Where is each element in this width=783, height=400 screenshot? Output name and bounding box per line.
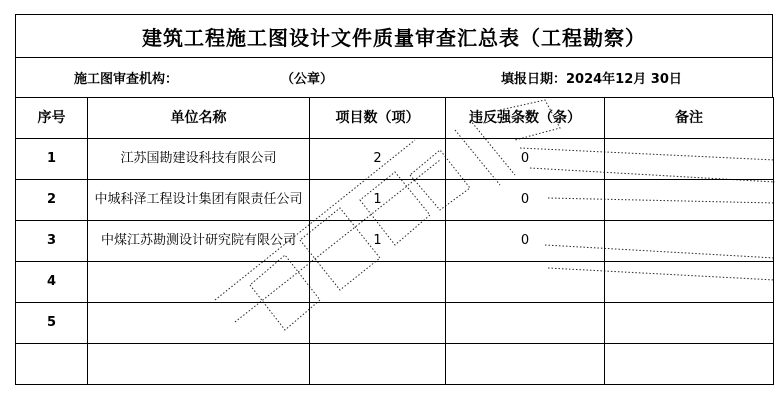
row-project-count — [310, 344, 446, 385]
row-note — [605, 139, 774, 180]
header-unit-name: 单位名称 — [88, 98, 310, 139]
row-violation-count: 0 — [446, 221, 605, 262]
table-row — [16, 139, 774, 180]
row-no: 1 — [16, 139, 88, 180]
row-unit-name — [88, 262, 310, 303]
row-no: 2 — [16, 180, 88, 221]
info-row — [15, 57, 773, 97]
row-note — [605, 303, 774, 344]
table-row — [16, 262, 774, 303]
summary-table — [15, 97, 774, 385]
title-box — [15, 14, 773, 58]
row-no: 3 — [16, 221, 88, 262]
table-row — [16, 303, 774, 344]
header-project-count: 项目数（项） — [310, 98, 446, 139]
header-note: 备注 — [605, 98, 774, 139]
row-unit-name — [88, 344, 310, 385]
header-no: 序号 — [16, 98, 88, 139]
row-violation-count — [446, 303, 605, 344]
row-note — [605, 180, 774, 221]
row-note — [605, 262, 774, 303]
page-title: 建筑工程施工图设计文件质量审查汇总表（工程勘察） — [142, 25, 646, 50]
row-project-count — [310, 262, 446, 303]
row-unit-name: 中城科泽工程设计集团有限责任公司 — [88, 180, 310, 221]
official-seal-label: （公章） — [281, 72, 334, 87]
row-unit-name — [88, 303, 310, 344]
review-org-label: 施工图审查机构： — [74, 72, 179, 87]
row-note — [605, 344, 774, 385]
row-project-count: 2 — [310, 139, 446, 180]
header-violation-count: 违反强条数（条） — [446, 98, 605, 139]
row-project-count: 1 — [310, 180, 446, 221]
table-header-row — [16, 98, 774, 139]
row-no — [16, 344, 88, 385]
row-unit-name: 江苏国勘建设科技有限公司 — [88, 139, 310, 180]
row-violation-count: 0 — [446, 139, 605, 180]
table-row — [16, 221, 774, 262]
table-row — [16, 344, 774, 385]
row-no: 5 — [16, 303, 88, 344]
row-violation-count: 0 — [446, 180, 605, 221]
row-violation-count — [446, 262, 605, 303]
table-row — [16, 180, 774, 221]
row-unit-name: 中煤江苏勘测设计研究院有限公司 — [88, 221, 310, 262]
row-project-count: 1 — [310, 221, 446, 262]
row-violation-count — [446, 344, 605, 385]
fill-date: 填报日期：2024年12月 30日 — [501, 72, 682, 87]
row-project-count — [310, 303, 446, 344]
row-no: 4 — [16, 262, 88, 303]
row-note — [605, 221, 774, 262]
